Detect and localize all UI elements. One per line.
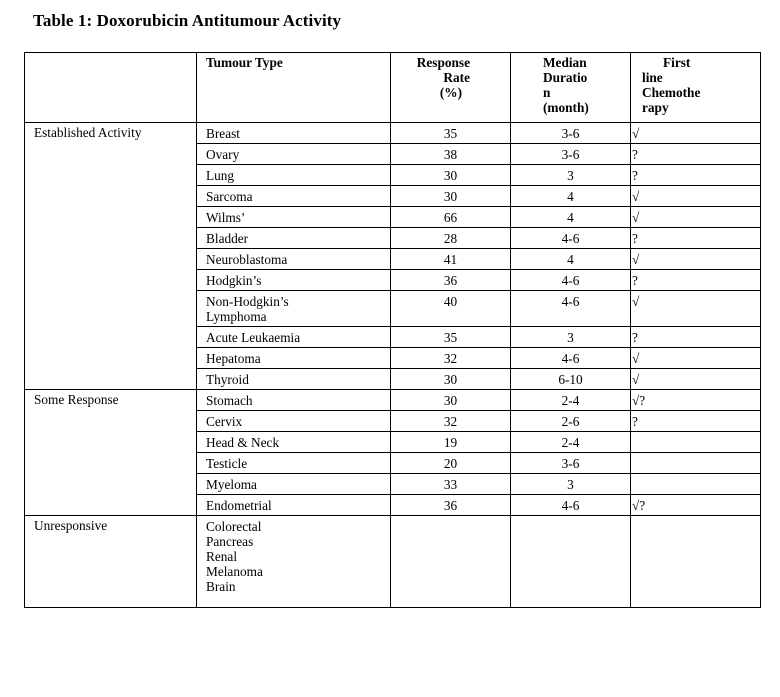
first-line-cell: √ xyxy=(631,249,761,270)
first-line-cell xyxy=(631,516,761,608)
response-rate-cell: 35 xyxy=(391,327,511,348)
median-duration-cell: 3-6 xyxy=(511,453,631,474)
response-rate-cell: 66 xyxy=(391,207,511,228)
table-row xyxy=(25,390,761,411)
first-line-cell xyxy=(631,453,761,474)
tumour-type-cell: Head & Neck xyxy=(197,432,391,453)
first-line-cell: √? xyxy=(631,390,761,411)
header-row xyxy=(25,53,761,123)
tumour-type-cell: Acute Leukaemia xyxy=(197,327,391,348)
list-item: Pancreas xyxy=(206,534,254,549)
list-item: Melanoma xyxy=(206,564,263,579)
response-rate-cell: 19 xyxy=(391,432,511,453)
tumour-type-list xyxy=(197,516,391,608)
tumour-type-cell: Bladder xyxy=(197,228,391,249)
tumour-type-cell: Hodgkin’s xyxy=(197,270,391,291)
median-duration-cell: 6-10 xyxy=(511,369,631,390)
tumour-type-cell: Testicle xyxy=(197,453,391,474)
median-duration-cell: 4-6 xyxy=(511,348,631,369)
median-duration-cell: 3-6 xyxy=(511,144,631,165)
category-some-response: Some Response xyxy=(25,390,197,516)
response-rate-cell: 38 xyxy=(391,144,511,165)
tumour-type-cell: Non-Hodgkin’s Lymphoma xyxy=(197,291,391,327)
median-duration-cell: 3 xyxy=(511,327,631,348)
median-duration-cell: 4-6 xyxy=(511,495,631,516)
median-duration-cell: 3 xyxy=(511,165,631,186)
category-unresponsive: Unresponsive xyxy=(25,516,197,608)
median-duration-cell: 2-4 xyxy=(511,390,631,411)
median-duration-cell: 4 xyxy=(511,186,631,207)
response-rate-cell: 30 xyxy=(391,165,511,186)
response-rate-cell: 35 xyxy=(391,123,511,144)
response-rate-cell: 32 xyxy=(391,348,511,369)
tumour-type-cell: Hepatoma xyxy=(197,348,391,369)
table-title: Table 1: Doxorubicin Antitumour Activity xyxy=(33,11,342,30)
response-rate-cell: 41 xyxy=(391,249,511,270)
tumour-type-cell: Endometrial xyxy=(197,495,391,516)
tumour-type-cell: Lung xyxy=(197,165,391,186)
doxorubicin-activity-table xyxy=(24,52,761,608)
first-line-cell: ? xyxy=(631,144,761,165)
table-row xyxy=(25,516,761,608)
header-median-duration: Median Duratio n (month) xyxy=(511,53,631,123)
tumour-type-cell: Thyroid xyxy=(197,369,391,390)
response-rate-cell: 33 xyxy=(391,474,511,495)
table-body xyxy=(25,123,761,608)
first-line-cell: √ xyxy=(631,186,761,207)
first-line-cell: √? xyxy=(631,495,761,516)
median-duration-cell: 2-4 xyxy=(511,432,631,453)
tumour-type-cell: Ovary xyxy=(197,144,391,165)
response-rate-cell: 40 xyxy=(391,291,511,327)
first-line-cell: √ xyxy=(631,369,761,390)
header-category-blank xyxy=(25,53,197,123)
tumour-type-cell: Sarcoma xyxy=(197,186,391,207)
median-duration-cell: 4 xyxy=(511,249,631,270)
header-tumour-type: Tumour Type xyxy=(197,53,391,123)
tumour-type-cell: Stomach xyxy=(197,390,391,411)
list-item: Brain xyxy=(206,579,236,594)
response-rate-cell: 20 xyxy=(391,453,511,474)
median-duration-cell: 4-6 xyxy=(511,228,631,249)
first-line-cell: ? xyxy=(631,327,761,348)
first-line-cell: ? xyxy=(631,228,761,249)
response-rate-cell: 30 xyxy=(391,369,511,390)
response-rate-cell: 30 xyxy=(391,186,511,207)
median-duration-cell xyxy=(511,516,631,608)
first-line-cell: ? xyxy=(631,270,761,291)
tumour-type-cell: Cervix xyxy=(197,411,391,432)
median-duration-cell: 4 xyxy=(511,207,631,228)
first-line-cell: √ xyxy=(631,207,761,228)
response-rate-cell xyxy=(391,516,511,608)
first-line-cell xyxy=(631,432,761,453)
first-line-cell: ? xyxy=(631,165,761,186)
median-duration-cell: 4-6 xyxy=(511,291,631,327)
first-line-cell: √ xyxy=(631,348,761,369)
tumour-type-cell: Myeloma xyxy=(197,474,391,495)
median-duration-cell: 3 xyxy=(511,474,631,495)
list-item: Colorectal xyxy=(206,519,262,534)
first-line-cell xyxy=(631,474,761,495)
response-rate-cell: 28 xyxy=(391,228,511,249)
tumour-type-cell: Neuroblastoma xyxy=(197,249,391,270)
response-rate-cell: 32 xyxy=(391,411,511,432)
tumour-type-cell: Breast xyxy=(197,123,391,144)
response-rate-cell: 36 xyxy=(391,495,511,516)
first-line-cell: √ xyxy=(631,123,761,144)
list-item: Renal xyxy=(206,549,238,564)
header-first-line-chemotherapy: First line Chemothe rapy xyxy=(631,53,761,123)
first-line-cell: ? xyxy=(631,411,761,432)
tumour-type-cell: Wilms’ xyxy=(197,207,391,228)
median-duration-cell: 3-6 xyxy=(511,123,631,144)
header-response-rate: Response Rate (%) xyxy=(391,53,511,123)
table-row xyxy=(25,123,761,144)
first-line-cell: √ xyxy=(631,291,761,327)
response-rate-cell: 36 xyxy=(391,270,511,291)
response-rate-cell: 30 xyxy=(391,390,511,411)
category-established-activity: Established Activity xyxy=(25,123,197,390)
median-duration-cell: 4-6 xyxy=(511,270,631,291)
median-duration-cell: 2-6 xyxy=(511,411,631,432)
